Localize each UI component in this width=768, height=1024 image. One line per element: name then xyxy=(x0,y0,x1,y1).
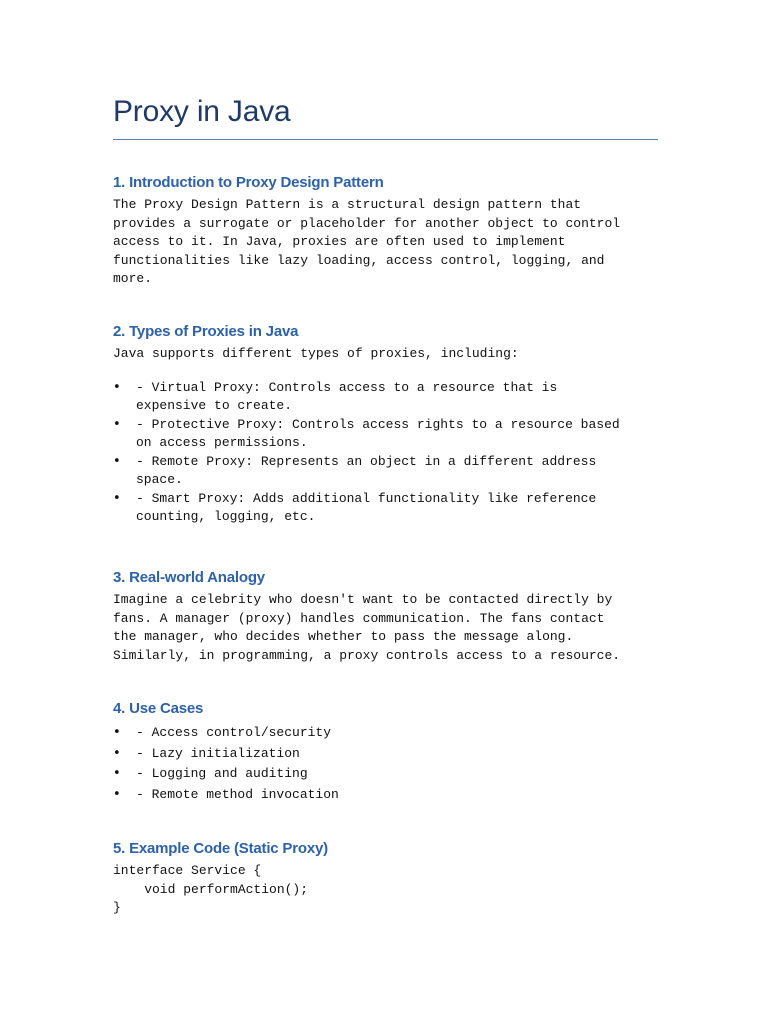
section-heading: 4. Use Cases xyxy=(113,700,204,717)
list-item-text: - Virtual Proxy: Controls access to a resource that is expensive to create. xyxy=(136,379,558,413)
section-heading: 5. Example Code (Static Proxy) xyxy=(113,840,328,857)
section-use-cases xyxy=(113,699,658,805)
section-introduction xyxy=(113,173,658,289)
section-real-world-analogy xyxy=(113,568,658,665)
section-heading: 2. Types of Proxies in Java xyxy=(113,323,299,340)
list-item xyxy=(113,453,658,490)
section-example-code xyxy=(113,839,658,918)
proxy-types-list xyxy=(113,379,658,527)
use-cases-list xyxy=(113,723,658,805)
list-item-text: - Logging and auditing xyxy=(136,766,308,781)
list-item xyxy=(113,744,658,765)
document-title: Proxy in Java xyxy=(113,95,291,128)
bullet-icon: • xyxy=(113,786,121,802)
list-item xyxy=(113,379,658,416)
bullet-icon: • xyxy=(113,416,121,432)
list-item-text: - Lazy initialization xyxy=(136,745,300,761)
list-item-text: - Remote method invocation xyxy=(136,786,339,802)
list-item-text: - Remote Proxy: Represents an object in a different address space. xyxy=(136,453,597,487)
bullet-icon: • xyxy=(113,379,121,395)
list-item xyxy=(113,723,658,744)
list-item xyxy=(113,416,658,453)
code-block: interface Service { void performAction(); } xyxy=(113,863,309,915)
list-item xyxy=(113,490,658,527)
bullet-icon: • xyxy=(113,745,121,761)
bullet-icon: • xyxy=(113,453,121,469)
title-divider xyxy=(113,139,658,140)
list-item-text: - Protective Proxy: Controls access rights to a resource based on access permissions. xyxy=(136,416,620,450)
section-paragraph: Java supports different types of proxies, including: xyxy=(113,346,519,361)
list-item xyxy=(113,785,658,806)
list-item-text: - Access control/security xyxy=(136,725,332,740)
bullet-icon: • xyxy=(113,725,121,740)
list-item-text: - Smart Proxy: Adds additional functionality like reference counting, logging, etc. xyxy=(136,490,597,524)
section-paragraph: The Proxy Design Pattern is a structural design pattern that provides a surrogate or placeholder for another object to control access to it. In Java, proxies are often used to implement functionalities like lazy loading, access control, logging, and more. xyxy=(113,197,621,286)
section-heading: 1. Introduction to Proxy Design Pattern xyxy=(113,174,384,191)
bullet-icon: • xyxy=(113,490,121,506)
bullet-icon: • xyxy=(113,766,121,781)
section-proxy-types xyxy=(113,322,658,527)
list-item xyxy=(113,764,658,785)
section-paragraph: Imagine a celebrity who doesn't want to be contacted directly by fans. A manager (proxy) handles communication. The fans contact the manager, who decides whether to pass the message along. Similarly, in programming, a proxy controls access to a resource. xyxy=(113,592,621,663)
section-heading: 3. Real-world Analogy xyxy=(113,569,265,586)
